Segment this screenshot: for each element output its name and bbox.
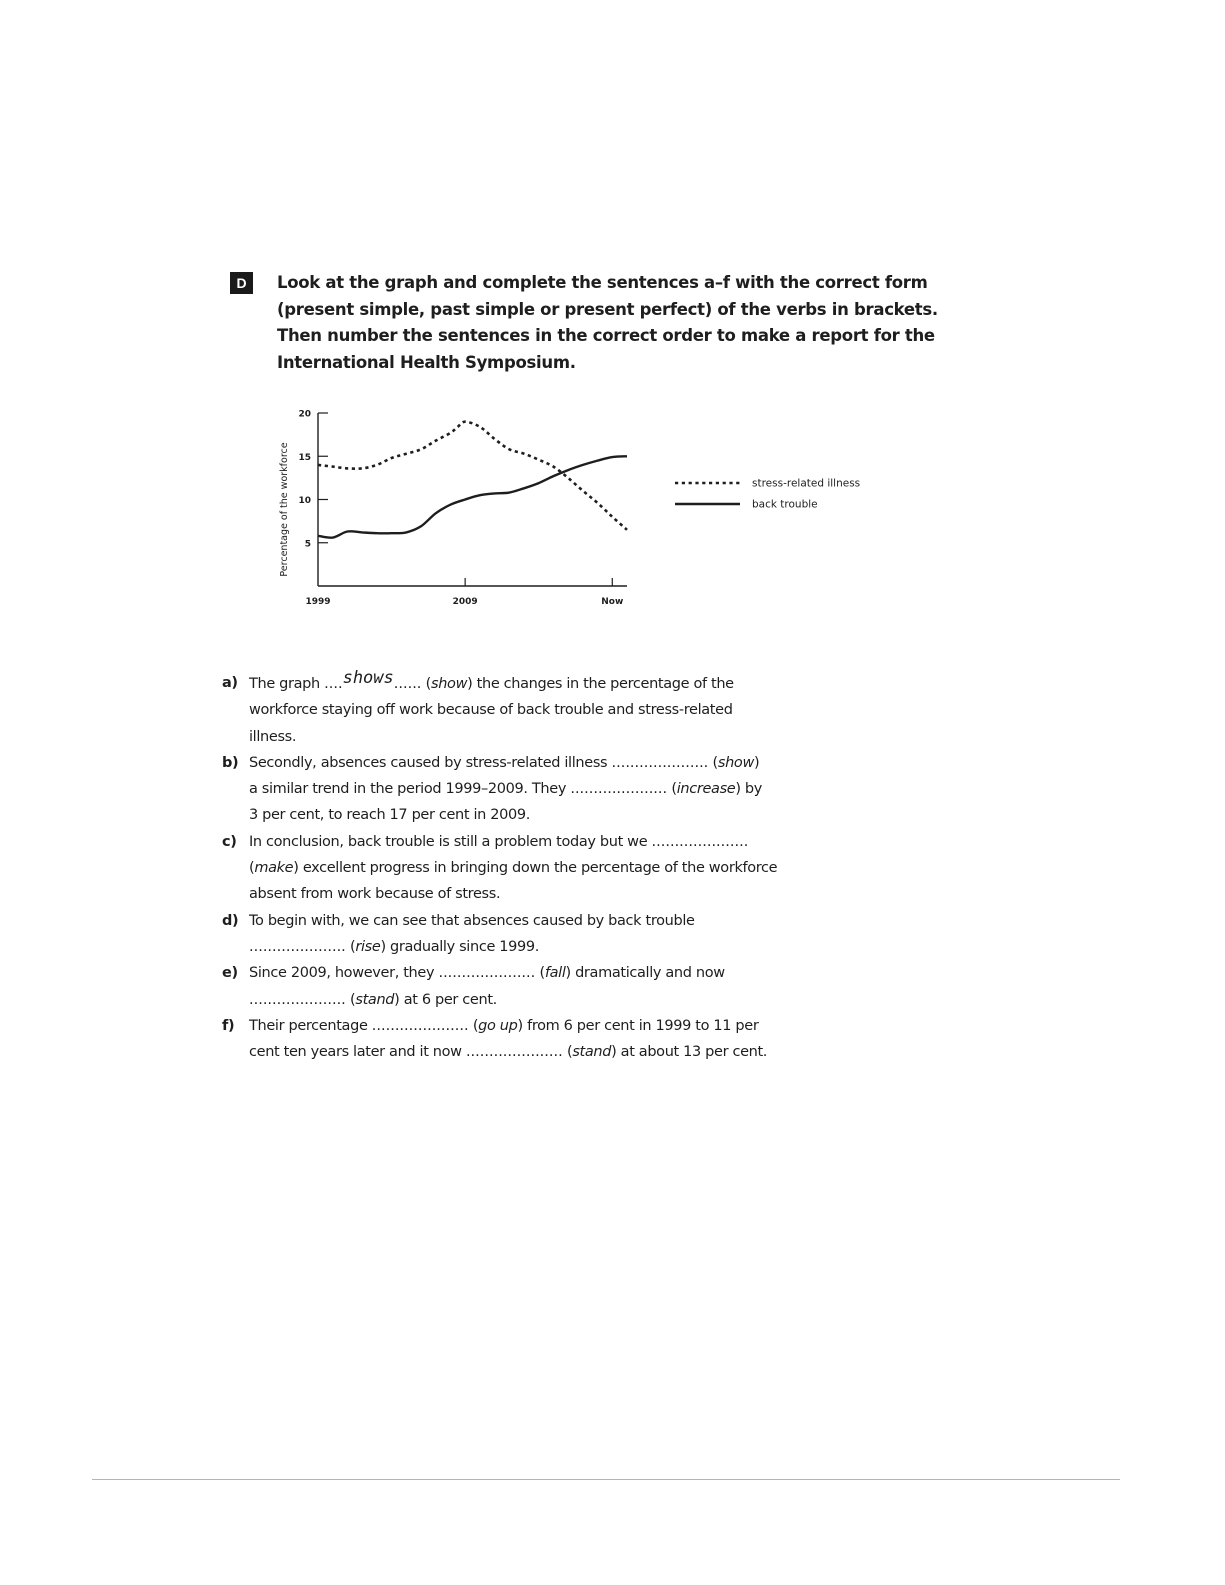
sentence-text: ( bbox=[562, 1044, 573, 1061]
sentence-label: a) bbox=[222, 675, 238, 691]
answer-blank[interactable]: .... bbox=[324, 676, 343, 692]
verb-hint: show bbox=[431, 676, 468, 692]
sentence-text: a similar trend in the period 1999–2009. They bbox=[249, 781, 571, 798]
sentence-text: To begin with, we can see that absences caused by back trouble bbox=[249, 912, 695, 929]
sentence-text: Their percentage bbox=[249, 1017, 372, 1034]
series-back-trouble bbox=[318, 456, 627, 537]
sentence-text: 3 per cent, to reach 17 per cent in 2009. bbox=[249, 807, 531, 824]
sentence-line bbox=[249, 960, 782, 986]
sentence-line bbox=[249, 697, 782, 723]
verb-hint: rise bbox=[355, 938, 381, 955]
exercise-instruction bbox=[277, 270, 938, 376]
sentence-text: ( bbox=[667, 781, 677, 798]
answer-blank[interactable]: ...... bbox=[393, 676, 422, 692]
sentence-line bbox=[249, 750, 782, 776]
sentence-line bbox=[249, 1013, 782, 1039]
verb-hint: go up bbox=[478, 1017, 518, 1034]
verb-hint: make bbox=[254, 860, 294, 877]
sentence-text: ( bbox=[249, 860, 255, 877]
sentence-line bbox=[249, 1039, 782, 1065]
x-tick-label: Now bbox=[601, 597, 624, 607]
answer-blank[interactable]: ..................... bbox=[570, 781, 668, 798]
y-tick-label: 10 bbox=[298, 496, 311, 506]
sentence-label: e) bbox=[222, 965, 238, 982]
sentence-label: f) bbox=[222, 1017, 235, 1034]
sentence-text: ) at about 13 per cent. bbox=[611, 1044, 768, 1061]
sentence-line bbox=[249, 670, 782, 697]
sentence-text: ) the changes in the percentage of the bbox=[467, 676, 734, 692]
answer-blank[interactable]: ..................... bbox=[371, 1017, 469, 1034]
instruction-line: Then number the sentences in the correct order to make a report for the bbox=[277, 326, 935, 345]
sentence-text: ) excellent progress in bringing down the percentage of the workforce bbox=[293, 860, 778, 877]
answer-blank[interactable]: ..................... bbox=[249, 938, 346, 955]
sentence-list bbox=[222, 670, 782, 1065]
sentence-text: ( bbox=[708, 754, 718, 771]
answer-blank[interactable]: ..................... bbox=[438, 965, 536, 982]
answer-blank[interactable]: ..................... bbox=[249, 991, 346, 1008]
verb-hint: stand bbox=[355, 991, 395, 1008]
sentence-text: ( bbox=[345, 938, 356, 955]
answer-blank[interactable]: ..................... bbox=[611, 754, 709, 771]
sentence-line bbox=[249, 987, 782, 1013]
sentence-text: ) by bbox=[735, 781, 763, 798]
sentence-label: d) bbox=[222, 912, 239, 929]
handwritten-answer: shows bbox=[342, 668, 394, 688]
exercise-badge: D bbox=[230, 272, 253, 294]
sentence-line bbox=[249, 724, 782, 750]
verb-hint: stand bbox=[572, 1044, 612, 1061]
y-tick-label: 15 bbox=[298, 452, 311, 463]
sentence-text: ( bbox=[468, 1017, 479, 1034]
y-tick-label: 5 bbox=[304, 539, 311, 550]
verb-hint: fall bbox=[544, 965, 566, 982]
legend-label: stress-related illness bbox=[752, 477, 861, 490]
x-tick-label: 2009 bbox=[452, 597, 478, 607]
sentence-text: ( bbox=[535, 965, 545, 982]
sentence-item bbox=[222, 829, 782, 908]
sentence-text: Secondly, absences caused by stress-related illness bbox=[249, 754, 612, 771]
verb-hint: increase bbox=[676, 781, 736, 798]
verb-hint: show bbox=[717, 754, 754, 771]
sentence-label: c) bbox=[222, 833, 237, 850]
sentence-text: In conclusion, back trouble is still a problem today but we bbox=[249, 833, 652, 850]
sentence-text: ) at 6 per cent. bbox=[394, 991, 497, 1008]
sentence-item bbox=[222, 960, 782, 1013]
sentence-text: workforce staying off work because of back trouble and stress-related bbox=[249, 702, 733, 719]
sentence-item bbox=[222, 670, 782, 750]
sentence-line bbox=[249, 934, 782, 960]
sentence-label: b) bbox=[222, 754, 239, 771]
footer-divider bbox=[92, 1479, 1120, 1480]
sentence-line bbox=[249, 855, 782, 881]
line-chart bbox=[270, 400, 870, 615]
sentence-item bbox=[222, 908, 782, 961]
instruction-line: Look at the graph and complete the sentences a–f with the correct form bbox=[277, 273, 928, 292]
answer-blank[interactable]: ..................... bbox=[651, 833, 749, 850]
y-axis-label: Percentage of the workforce bbox=[279, 442, 290, 577]
instruction-line: International Health Symposium. bbox=[277, 352, 576, 372]
sentence-item bbox=[222, 750, 782, 829]
sentence-text: ) dramatically and now bbox=[565, 965, 725, 982]
sentence-text: absent from work because of stress. bbox=[249, 886, 501, 903]
instruction-line: (present simple, past simple or present perfect) of the verbs in brackets. bbox=[277, 299, 938, 319]
answer-blank[interactable]: ..................... bbox=[465, 1044, 563, 1061]
sentence-text: ) gradually since 1999. bbox=[380, 938, 540, 955]
sentence-text: ( bbox=[345, 991, 356, 1008]
y-tick-label: 20 bbox=[298, 409, 311, 420]
sentence-item bbox=[222, 1013, 782, 1066]
sentence-text: Since 2009, however, they bbox=[249, 965, 439, 982]
sentence-line bbox=[249, 881, 782, 907]
sentence-text: cent ten years later and it now bbox=[249, 1044, 466, 1061]
sentence-text: ( bbox=[421, 676, 431, 692]
sentence-line bbox=[249, 908, 782, 934]
sentence-line bbox=[249, 776, 782, 802]
legend-label: back trouble bbox=[752, 498, 818, 511]
sentence-text: The graph bbox=[249, 676, 325, 692]
x-tick-label: 1999 bbox=[305, 597, 331, 607]
sentence-text: ) bbox=[753, 754, 760, 771]
series-stress-related-illness bbox=[318, 422, 627, 530]
sentence-line bbox=[249, 829, 782, 855]
sentence-text: illness. bbox=[249, 728, 297, 745]
sentence-text: ) from 6 per cent in 1999 to 11 per bbox=[517, 1017, 759, 1034]
sentence-line bbox=[249, 802, 782, 828]
